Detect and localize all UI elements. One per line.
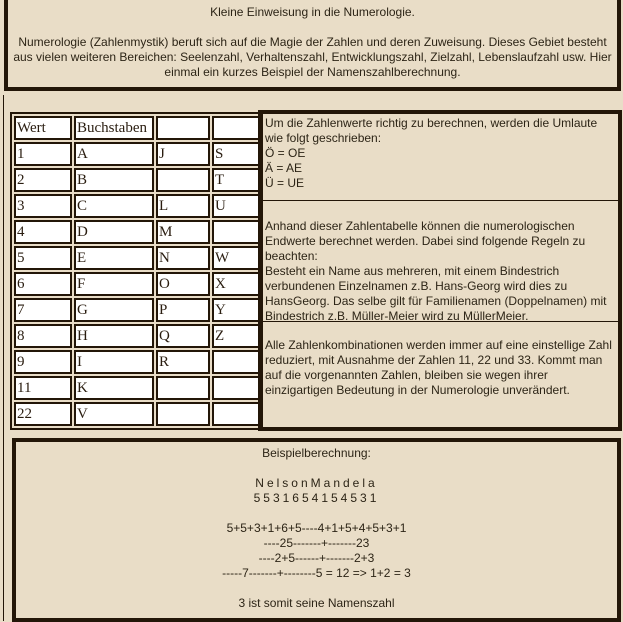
letter-cell: H xyxy=(74,324,154,348)
header-cell-value: Wert xyxy=(14,116,72,140)
hyphen-rule-text: Besteht ein Name aus mehreren, mit einem Bindestrich verbundenen Einzelnamen z.B. Hans-Georg wird dies zu HansGeorg. Das selbe gilt für Familienamen (Doppelnamen) mit Bindestrich z.B. Müller-Meier wird zu MüllerMeier. xyxy=(265,264,607,323)
example-result: 3 ist somit seine Namenszahl xyxy=(238,596,395,610)
value-cell: 7 xyxy=(14,298,72,322)
value-cell: 3 xyxy=(14,194,72,218)
value-cell: 22 xyxy=(14,402,72,426)
value-cell: 11 xyxy=(14,376,72,400)
header-cell-empty xyxy=(156,116,210,140)
letter-cell: V xyxy=(74,402,154,426)
reduction-rule-text: Alle Zahlenkombinationen werden immer auf eine einstellige Zahl reduziert, mit Ausnahme der Zahlen 11, 22 und 33. Kommt man auf die vorgenannten Zahlen, bleiben sie wegen ihrer einzigartigen Bedeutung in der Numerologie unverändert. xyxy=(265,338,612,397)
letter-cell xyxy=(156,376,210,400)
table-row xyxy=(14,194,266,218)
letter-cell: P xyxy=(156,298,210,322)
table-row xyxy=(14,298,266,322)
table-usage-text: Anhand dieser Zahlentabelle können die numerologischen Endwerte berechnet werden. Dabei sind folgende Regeln zu beachten: xyxy=(265,219,586,263)
umlaut-rule: Ä = AE xyxy=(265,161,303,175)
umlaut-rule: Ü = UE xyxy=(265,176,305,190)
umlaut-rule: Ö = OE xyxy=(265,146,306,160)
intro-title: Kleine Einweisung in die Numerologie. xyxy=(210,5,415,19)
letter-cell: Y xyxy=(212,298,266,322)
letter-value-table xyxy=(10,112,270,430)
letter-cell: N xyxy=(156,246,210,270)
example-name: NelsonMandela xyxy=(255,476,378,490)
reduction-section xyxy=(263,322,618,398)
value-cell: 9 xyxy=(14,350,72,374)
calc-line: ----2+5------+-------2+3 xyxy=(258,551,375,565)
letter-cell: S xyxy=(212,142,266,166)
table-row xyxy=(14,324,266,348)
letter-cell: G xyxy=(74,298,154,322)
letter-cell: B xyxy=(74,168,154,192)
letter-cell: O xyxy=(156,272,210,296)
letter-cell: Q xyxy=(156,324,210,348)
table-row xyxy=(14,402,266,426)
letter-cell: X xyxy=(212,272,266,296)
calc-line: -----7-------+--------5 = 12 => 1+2 = 3 xyxy=(222,566,411,580)
letter-cell: M xyxy=(156,220,210,244)
example-calculation xyxy=(16,521,617,581)
intro-box xyxy=(4,0,621,91)
letter-cell: R xyxy=(156,350,210,374)
value-cell: 8 xyxy=(14,324,72,348)
letter-cell: C xyxy=(74,194,154,218)
letter-cell: E xyxy=(74,246,154,270)
letter-cell: J xyxy=(156,142,210,166)
umlaut-section xyxy=(263,114,618,200)
example-digits: 5531654154531 xyxy=(253,491,380,505)
table-body xyxy=(14,142,266,426)
letter-cell xyxy=(156,402,210,426)
table-row xyxy=(14,142,266,166)
letter-cell: L xyxy=(156,194,210,218)
letter-cell: W xyxy=(212,246,266,270)
umlaut-intro: Um die Zahlenwerte richtig zu berechnen, werden die Umlaute wie folgt geschrieben: xyxy=(265,116,598,145)
table-row xyxy=(14,246,266,270)
letter-cell: D xyxy=(74,220,154,244)
letter-cell: I xyxy=(74,350,154,374)
value-cell: 5 xyxy=(14,246,72,270)
rules-box xyxy=(258,110,622,431)
value-cell: 1 xyxy=(14,142,72,166)
example-box xyxy=(12,438,621,622)
value-cell: 2 xyxy=(14,168,72,192)
calc-line: ----25-------+-------23 xyxy=(263,536,370,550)
intro-text: Numerologie (Zahlenmystik) beruft sich auf die Magie der Zahlen und deren Zuweisung. Dieses Gebiet besteht aus vielen weiteren Bereichen: Seelenzahl, Verhaltenszahl, Entwicklungszahl, Zielzahl, Lebenslaufzahl usw. Hier einmal ein kurzes Beispiel der Namenszahlberechnung. xyxy=(13,35,612,79)
letter-cell: K xyxy=(74,376,154,400)
table-row xyxy=(14,272,266,296)
table-row xyxy=(14,220,266,244)
table-header-row xyxy=(14,116,266,140)
letter-cell: A xyxy=(74,142,154,166)
letter-cell: U xyxy=(212,194,266,218)
letter-cell: Z xyxy=(212,324,266,348)
letter-cell: T xyxy=(212,168,266,192)
header-cell-letters: Buchstaben xyxy=(74,116,154,140)
calc-line: 5+5+3+1+6+5----4+1+5+4+5+3+1 xyxy=(226,521,407,535)
letter-cell: F xyxy=(74,272,154,296)
value-cell: 6 xyxy=(14,272,72,296)
table-row xyxy=(14,376,266,400)
hyphen-section xyxy=(263,201,618,321)
value-cell: 4 xyxy=(14,220,72,244)
letter-cell xyxy=(156,168,210,192)
table-row xyxy=(14,168,266,192)
table-row xyxy=(14,350,266,374)
example-title: Beispielberechnung: xyxy=(262,446,371,460)
